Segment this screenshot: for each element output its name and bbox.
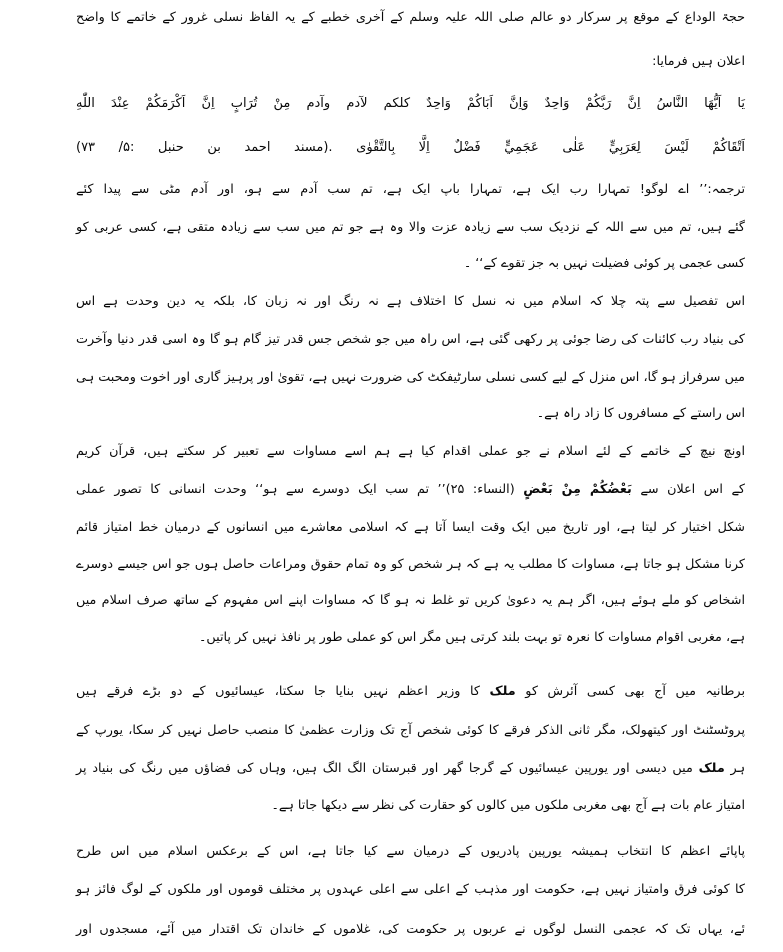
text-segment: ہر [724,761,745,776]
text-line: اس راستے کے مسافروں کا زاد راہ ہے۔ [536,406,745,421]
text-line: امتیاز عام بات ہے آج بھی مغربی ملکوں میں کالوں کو حقارت کی نظر سے دیکھا جاتا ہے۔ [271,798,745,813]
quranic-phrase: بَعْضُكُمْ مِنْ بَعْضٍ [523,482,632,497]
text-line: پروٹسٹنٹ اور کیتھولک، مگر ثانی الذکر فرقے کا کوئی شخص آج تک وزارت عظمیٰ کا منصب حاصل نہیں کر سکا، یورپ کے [76,723,745,738]
arabic-hadith-line: اَتْقَاكُمْ لَيْسَ لِعَرَبِيٍّ عَلٰى عَجَمِيٍّ فَضْلٌ اِلَّا بِالتَّقْوٰى .(مسند احمد بن حنبل :۵/ ۷۳) [76,140,745,155]
text-line: اعلان ہیں فرمایا: [652,54,745,69]
text-line: گئے ہیں، تم میں سے اللہ کے نزدیک سب سے زیادہ عزت والا وہ ہے جو تم میں سب سے زیادہ متقی ہے، کسی عربی کو [76,220,745,235]
text-line: پاپائے اعظم کا انتخاب ہمیشہ یورپین پادریوں کے درمیان سے کیا جاتا ہے، اس کے برعکس اسلام میں اس طرح [76,844,745,859]
text-segment: کا وزیر اعظم نہیں بنایا جا سکتا، عیسائیوں کے دو بڑے فرقے ہیں [76,684,490,699]
text-line: ترجمہ:’’ اے لوگو! تمہارا رب ایک ہے، تمہارا باپ ایک ہے، تم سب آدم سے ہو، اور آدم مٹی سے پیدا کئے [76,182,745,197]
text-line: ہے، مغربی اقوام مساوات کا نعرہ تو بہت بلند کرتی ہیں مگر اس کو عملی طور پر نافذ نہیں کر پاتیں۔ [198,630,745,645]
arabic-hadith-line: يَا اَيُّهَا النَّاسُ اِنَّ رَبَّكُمْ وَاحِدٌ وَاِنَّ اَبَاكُمْ وَاحِدٌ كلكم لآدم وآدم مِنْ تُرَابٍ اِنَّ اَكْرَمَكُمْ عِنْدَ اللّٰهِ [76,96,745,111]
text-line: اشخاص کو ملے ہوئے ہیں، اگر ہم یہ دعویٰ کریں تو غلط نہ ہو گا کہ مساوات اپنے اس مفہوم کے ساتھ صرف اسلام میں [76,593,745,608]
text-line [76,752,745,786]
text-line: اونچ نیچ کے خاتمے کے لئے اسلام نے جو عملی اقدام کیا ہے ہم اسے مساوات سے تعبیر کر سکتے ہیں، قرآن کریم [76,444,745,459]
text-line: شکل اختیار کر لیتا ہے، اور تاریخ میں ایک وقت ایسا آتا ہے کہ اسلامی معاشرے میں انسانوں کے درمیان خط امتیاز قائم [76,520,745,535]
text-line: حجۃ الوداع کے موقع پر سرکار دو عالم صلی اللہ علیہ وسلم کے آخری خطبے کے یہ الفاظ نسلی غرور کے خاتمے کا واضح [76,10,745,25]
text-line: کا کوئی فرق وامتیاز نہیں ہے، حکومت اور مذہب کے اعلی سے اعلی عہدوں پر مختلف قوموں اور ملکوں کے لوگ فائز ہو [76,882,745,897]
text-line: کرنا مشکل ہو جاتا ہے، مساوات کا مطلب یہ ہے کہ ہر شخص کو وہ تمام حقوق ومراعات حاصل ہوں جو اس جیسے دوسرے [76,557,745,572]
emphasized-word: ملک [698,761,725,776]
text-line: کسی عجمی پر کوئی فضیلت نہیں بہ جز تقوے کے‘‘ ۔ [463,256,745,271]
text-segment: میں دیسی اور یورپین عیسائیوں کے گرجا گھر اور قبرستان الگ الگ ہیں، وہاں کی فضاؤں میں رنگ کی بنیاد پر [76,761,699,776]
text-line: میں سرفراز ہو گا، اس منزل کے لیے کسی نسلی سارٹیفکٹ کی ضرورت نہیں ہے، تقویٰ اور پرہیز گاری اور اخوت ومحبت ہی [76,370,745,385]
text-line: کی بنیاد رب کائنات کی رضا جوئی پر رکھی گئی ہے، اس راہ میں جو شخص جس قدر تیز گام ہو گا وہ اسی قدر دنیا وآخرت [76,332,745,347]
text-line: ئے، یہاں تک کہ عجمی النسل لوگوں نے عربوں پر حکومت کی، غلاموں کے خاندان تک اقتدار میں آئے، مسجدوں اور [76,922,745,937]
text-segment: (النساء: ۲۵)’’ تم سب ایک دوسرے سے ہو‘‘ وحدت انسانی کا تصور عملی [76,482,524,497]
emphasized-word: ملک [489,684,516,699]
text-segment: برطانیہ میں آج بھی کسی آئرش کو [515,684,745,699]
text-line [76,473,745,507]
text-line [76,675,745,709]
text-line: اس تفصیل سے پتہ چلا کہ اسلام میں نہ نسل کا اختلاف ہے نہ رنگ اور نہ زبان کا، بلکہ یہ دین وحدت ہے اس [76,294,745,309]
text-segment: کے اس اعلان سے [631,482,745,497]
